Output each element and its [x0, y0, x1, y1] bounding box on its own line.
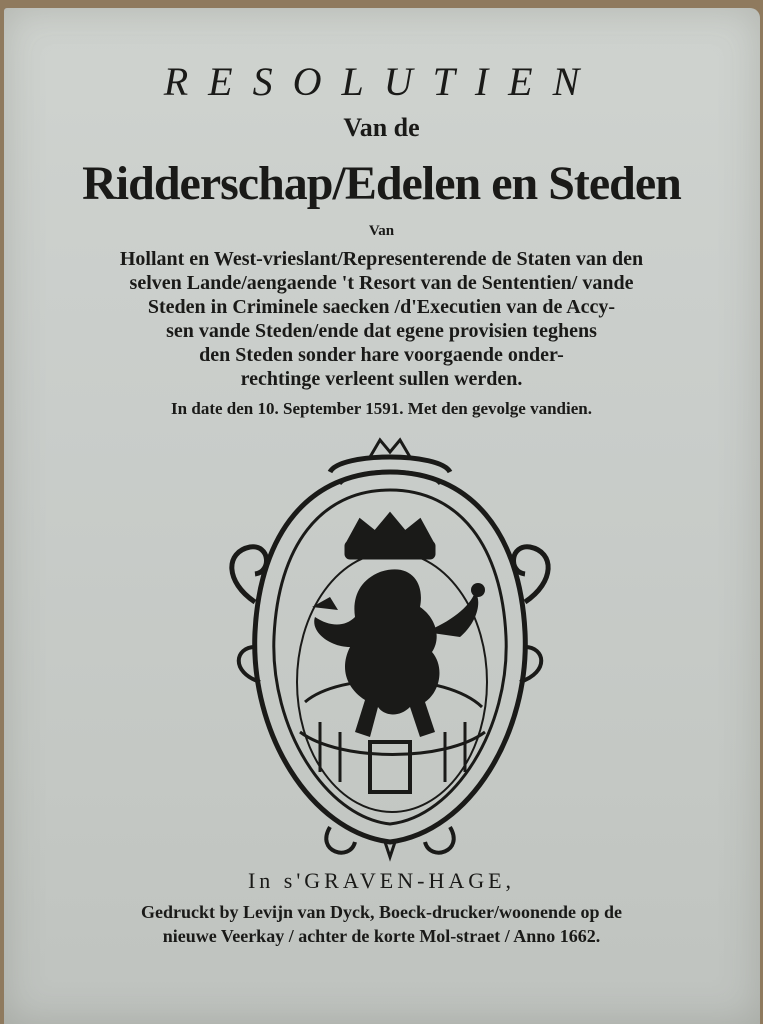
title-main: Ridderschap/Edelen en Steden	[82, 157, 681, 210]
body-line: Hollant en West-vrieslant/Representerende de Staten van den	[119, 248, 644, 270]
date-line: In date den 10. September 1591. Met den gevolge vandien.	[171, 399, 592, 418]
imprint-line: Gedruckt by Levijn van Dyck, Boeck-drucker/woonende op de	[140, 902, 623, 922]
title-vande: Van de	[343, 113, 420, 142]
imprint-printer	[40, 900, 723, 948]
title-resolutien: RESOLUTIEN	[163, 59, 600, 104]
body-line: Steden in Criminele saecken /d'Executien van de Accy-	[147, 296, 616, 318]
body-line: den Steden sonder hare voorgaende onder-	[199, 344, 564, 366]
body-line: sen vande Steden/ende dat egene provisien teghens	[166, 320, 597, 342]
imprint-line: nieuwe Veerkay / achter de korte Mol-straet / Anno 1662.	[162, 926, 601, 946]
body-text	[60, 247, 703, 391]
body-line: selven Lande/aengaende 't Resort van de Sententien/ vande	[129, 272, 634, 294]
imprint-place: In s'GRAVEN-HAGE,	[247, 868, 516, 893]
holland-lion-crest-emblem	[220, 432, 560, 862]
title-van: Van	[368, 223, 395, 239]
body-line: rechtinge verleent sullen werden.	[240, 368, 523, 390]
